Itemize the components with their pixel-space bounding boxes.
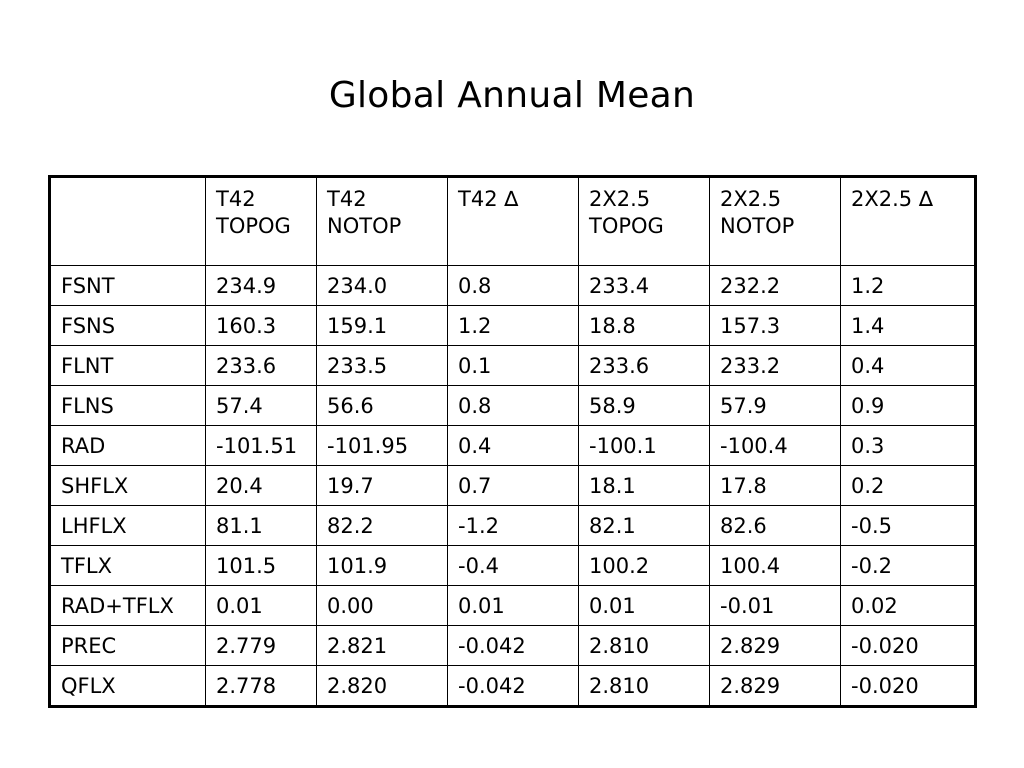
table-cell: 2.821 [317, 626, 448, 666]
table-cell: 234.0 [317, 266, 448, 306]
row-label: LHFLX [51, 506, 206, 546]
header-line: NOTOP [720, 214, 795, 238]
header-line: 2X2.5 ∆ [851, 187, 933, 211]
table-cell: 160.3 [206, 306, 317, 346]
table-cell: -100.1 [579, 426, 710, 466]
table-cell: 101.9 [317, 546, 448, 586]
table-cell: -0.4 [448, 546, 579, 586]
row-label: PREC [51, 626, 206, 666]
table-row [51, 386, 975, 426]
table-row [51, 266, 975, 306]
table-cell: 2.810 [579, 626, 710, 666]
header-cell [448, 178, 579, 266]
table-cell: 157.3 [710, 306, 841, 346]
table-cell: 100.4 [710, 546, 841, 586]
page-title: Global Annual Mean [328, 75, 696, 116]
header-row [51, 178, 975, 266]
table-row [51, 426, 975, 466]
table-cell: 0.4 [841, 346, 975, 386]
table-cell: -101.51 [206, 426, 317, 466]
row-label: FSNS [51, 306, 206, 346]
table-cell: 233.6 [579, 346, 710, 386]
table-cell: 2.778 [206, 666, 317, 706]
table-cell: 0.3 [841, 426, 975, 466]
header-cell [841, 178, 975, 266]
row-label: RAD+TFLX [51, 586, 206, 626]
table-cell: 159.1 [317, 306, 448, 346]
table-cell: 0.1 [448, 346, 579, 386]
table-cell: 57.4 [206, 386, 317, 426]
table-cell: -0.020 [841, 626, 975, 666]
table-cell: 0.7 [448, 466, 579, 506]
table-cell: 0.01 [579, 586, 710, 626]
table-cell: 232.2 [710, 266, 841, 306]
row-label: TFLX [51, 546, 206, 586]
table-cell: 233.6 [206, 346, 317, 386]
table-row [51, 626, 975, 666]
table-row [51, 346, 975, 386]
table-cell: -100.4 [710, 426, 841, 466]
table-cell: 2.829 [710, 666, 841, 706]
table-cell: 82.2 [317, 506, 448, 546]
table-cell: 233.4 [579, 266, 710, 306]
table-cell: 17.8 [710, 466, 841, 506]
table-row [51, 466, 975, 506]
row-label: FLNT [51, 346, 206, 386]
table-cell: 233.5 [317, 346, 448, 386]
header-cell [317, 178, 448, 266]
row-label: FLNS [51, 386, 206, 426]
header-line: T42 ∆ [458, 187, 519, 211]
header-line: TOPOG [589, 214, 664, 238]
table-cell: -1.2 [448, 506, 579, 546]
table-cell: 0.01 [206, 586, 317, 626]
table-cell: 0.2 [841, 466, 975, 506]
table-row [51, 586, 975, 626]
header-cell [206, 178, 317, 266]
table-row [51, 546, 975, 586]
table-cell: 19.7 [317, 466, 448, 506]
header-line: 2X2.5 [720, 187, 782, 211]
table-cell: 82.6 [710, 506, 841, 546]
row-label: QFLX [51, 666, 206, 706]
table-cell: 1.2 [448, 306, 579, 346]
row-label: FSNT [51, 266, 206, 306]
table-cell: 82.1 [579, 506, 710, 546]
table-cell: 2.829 [710, 626, 841, 666]
table-body [51, 266, 975, 706]
table-cell: 0.8 [448, 386, 579, 426]
table-cell: 234.9 [206, 266, 317, 306]
table-cell: -0.042 [448, 626, 579, 666]
header-cell-empty [51, 178, 206, 266]
table-cell: -101.95 [317, 426, 448, 466]
row-label: RAD [51, 426, 206, 466]
table-cell: 1.4 [841, 306, 975, 346]
table-cell: 0.9 [841, 386, 975, 426]
row-label: SHFLX [51, 466, 206, 506]
header-line: TOPOG [216, 214, 291, 238]
header-cell [579, 178, 710, 266]
header-line: NOTOP [327, 214, 402, 238]
table-cell: 81.1 [206, 506, 317, 546]
header-cell [710, 178, 841, 266]
table-cell: 18.8 [579, 306, 710, 346]
table-cell: 0.4 [448, 426, 579, 466]
table-cell: -0.2 [841, 546, 975, 586]
table-cell: 100.2 [579, 546, 710, 586]
table-cell: 0.02 [841, 586, 975, 626]
table-cell: 57.9 [710, 386, 841, 426]
table-cell: -0.5 [841, 506, 975, 546]
table-cell: 58.9 [579, 386, 710, 426]
table-cell: 101.5 [206, 546, 317, 586]
data-table [50, 177, 975, 706]
table-cell: 0.8 [448, 266, 579, 306]
table-cell: -0.020 [841, 666, 975, 706]
header-line: T42 [216, 187, 256, 211]
table-cell: 2.820 [317, 666, 448, 706]
table-cell: -0.042 [448, 666, 579, 706]
header-line: T42 [327, 187, 367, 211]
table-cell: 20.4 [206, 466, 317, 506]
table-cell: -0.01 [710, 586, 841, 626]
table-row [51, 506, 975, 546]
table-cell: 0.00 [317, 586, 448, 626]
table-cell: 1.2 [841, 266, 975, 306]
table-row [51, 666, 975, 706]
table-row [51, 306, 975, 346]
header-line: 2X2.5 [589, 187, 651, 211]
table-cell: 18.1 [579, 466, 710, 506]
table-cell: 2.810 [579, 666, 710, 706]
table-cell: 2.779 [206, 626, 317, 666]
table-cell: 233.2 [710, 346, 841, 386]
table-cell: 0.01 [448, 586, 579, 626]
table-cell: 56.6 [317, 386, 448, 426]
